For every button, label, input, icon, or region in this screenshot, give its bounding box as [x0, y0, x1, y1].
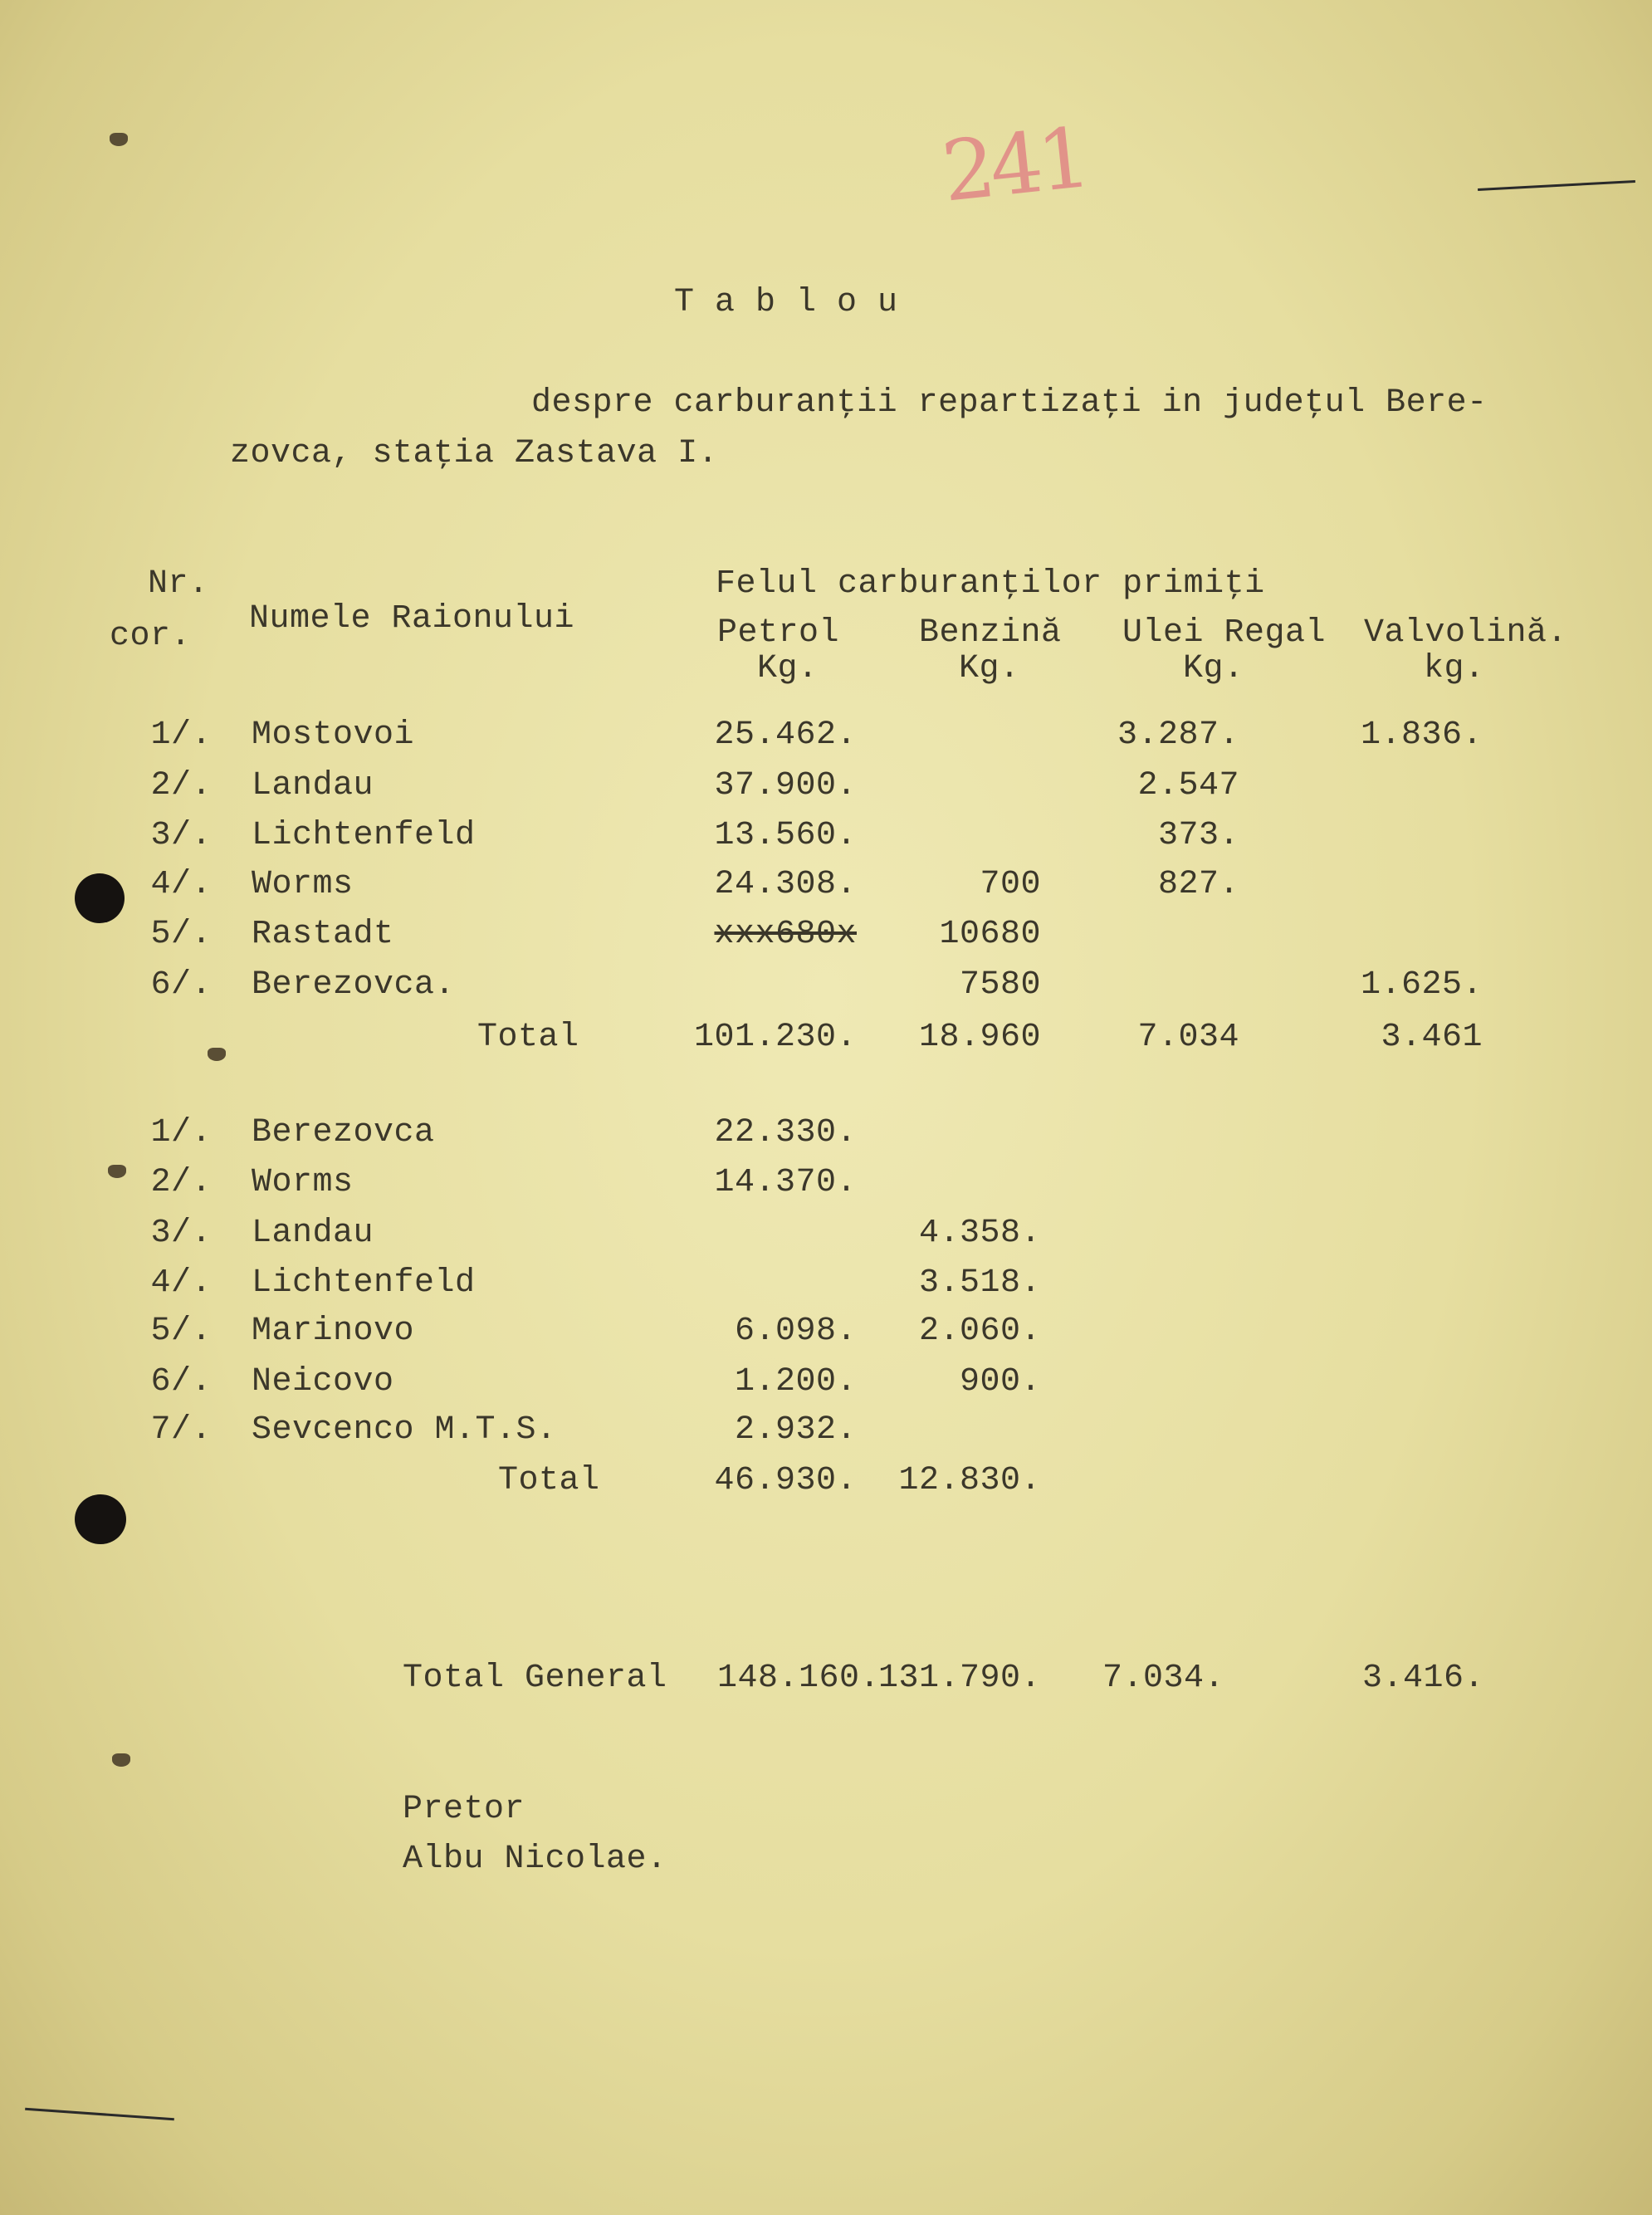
- cell-petrol: 22.330.: [714, 1114, 857, 1152]
- cell-benzina: 4.358.: [918, 1215, 1041, 1252]
- row-number: 6/.: [150, 1363, 212, 1401]
- cell-petrol: 14.370.: [714, 1164, 857, 1201]
- row-number: 1/.: [150, 1114, 212, 1152]
- header-fuel-types: Felul carburanţilor primiţi: [716, 565, 1265, 603]
- row-number: 1/.: [150, 716, 212, 754]
- cell-benzina: 7580: [959, 966, 1041, 1004]
- unit-petrol: Kg.: [757, 650, 819, 687]
- header-district-name: Numele Raionului: [249, 600, 575, 638]
- total-label: Total: [477, 1019, 579, 1056]
- punch-hole: [75, 1494, 126, 1544]
- row-number: 4/.: [150, 866, 212, 903]
- grand-total-benzina: 131.790.: [877, 1660, 1041, 1697]
- header-ulei-regal: Ulei Regal: [1122, 614, 1327, 652]
- cell-ulei: 827.: [1157, 866, 1239, 903]
- cell-petrol: 1.200.: [734, 1363, 857, 1401]
- pin-hole: [108, 1165, 126, 1178]
- cell-petrol: 2.932.: [734, 1411, 857, 1449]
- cell-ulei: 373.: [1157, 817, 1239, 854]
- cell-valvolina: 1.625.: [1360, 966, 1483, 1004]
- header-petrol: Petrol: [717, 614, 840, 652]
- pin-hole: [208, 1048, 226, 1061]
- cell-petrol: 13.560.: [714, 817, 857, 854]
- total-ulei: 7.034: [1137, 1019, 1239, 1056]
- district-name: Marinovo: [252, 1313, 415, 1350]
- row-number: 5/.: [150, 1313, 212, 1350]
- total-petrol: 101.230.: [693, 1019, 857, 1056]
- row-number: 3/.: [150, 1215, 212, 1252]
- district-name: Lichtenfeld: [252, 1264, 476, 1302]
- subtitle-line-2: zovca, staţia Zastava I.: [230, 435, 719, 472]
- row-number: 7/.: [150, 1411, 212, 1449]
- header-benzina: Benzină: [919, 614, 1062, 652]
- district-name: Worms: [252, 1164, 354, 1201]
- district-name: Lichtenfeld: [252, 817, 476, 854]
- cell-ulei: 3.287.: [1117, 716, 1239, 754]
- total-petrol: 46.930.: [714, 1462, 857, 1499]
- signature-name: Albu Nicolae.: [403, 1841, 667, 1878]
- row-number: 4/.: [150, 1264, 212, 1302]
- row-number: 5/.: [150, 916, 212, 953]
- cell-benzina: 2.060.: [918, 1313, 1041, 1350]
- cell-petrol: xxx680x: [714, 916, 857, 953]
- cell-petrol: 37.900.: [714, 767, 857, 804]
- cell-benzina: 900.: [959, 1363, 1041, 1401]
- unit-benzina: Kg.: [959, 650, 1020, 687]
- punch-hole: [75, 873, 125, 923]
- district-name: Worms: [252, 866, 354, 903]
- pin-hole: [110, 133, 128, 146]
- archive-page-number: 241: [937, 109, 1091, 221]
- district-name: Berezovca: [252, 1114, 435, 1152]
- district-name: Landau: [252, 1215, 374, 1252]
- cell-valvolina: 1.836.: [1360, 716, 1483, 754]
- grand-total-label: Total General: [403, 1660, 667, 1697]
- district-name: Berezovca.: [252, 966, 456, 1004]
- cell-benzina: 700: [980, 866, 1041, 903]
- unit-valvolina: kg.: [1424, 650, 1485, 687]
- cell-benzina: 3.518.: [918, 1264, 1041, 1302]
- subtitle-line-1: despre carburanţii repartizaţi in judeţul Bere-: [531, 384, 1488, 422]
- district-name: Neicovo: [252, 1363, 394, 1401]
- total-benzina: 12.830.: [898, 1462, 1041, 1499]
- cell-petrol: 6.098.: [734, 1313, 857, 1350]
- total-benzina: 18.960: [918, 1019, 1041, 1056]
- unit-ulei: Kg.: [1183, 650, 1244, 687]
- row-number: 2/.: [150, 767, 212, 804]
- district-name: Sevcenco M.T.S.: [252, 1411, 557, 1449]
- document-title: T a b l o u: [674, 284, 898, 321]
- cell-ulei: 2.547: [1137, 767, 1239, 804]
- district-name: Mostovoi: [252, 716, 415, 754]
- pin-hole: [112, 1753, 130, 1767]
- row-number: 3/.: [150, 817, 212, 854]
- district-name: Landau: [252, 767, 374, 804]
- grand-total-petrol: 148.160.: [716, 1660, 880, 1697]
- cell-petrol: 25.462.: [714, 716, 857, 754]
- header-cor: cor.: [110, 618, 192, 655]
- total-label: Total: [498, 1462, 600, 1499]
- edge-mark: [25, 2108, 174, 2121]
- edge-mark: [1478, 180, 1635, 191]
- row-number: 6/.: [150, 966, 212, 1004]
- grand-total-ulei: 7.034.: [1102, 1660, 1224, 1697]
- cell-benzina: 10680: [939, 916, 1041, 953]
- header-nr: Nr.: [148, 565, 209, 603]
- row-number: 2/.: [150, 1164, 212, 1201]
- district-name: Rastadt: [252, 916, 394, 953]
- total-valvolina: 3.461: [1381, 1019, 1483, 1056]
- header-valvolina: Valvolină.: [1364, 614, 1568, 652]
- grand-total-valvolina: 3.416.: [1361, 1660, 1484, 1697]
- signature-role: Pretor: [403, 1791, 525, 1828]
- cell-petrol: 24.308.: [714, 866, 857, 903]
